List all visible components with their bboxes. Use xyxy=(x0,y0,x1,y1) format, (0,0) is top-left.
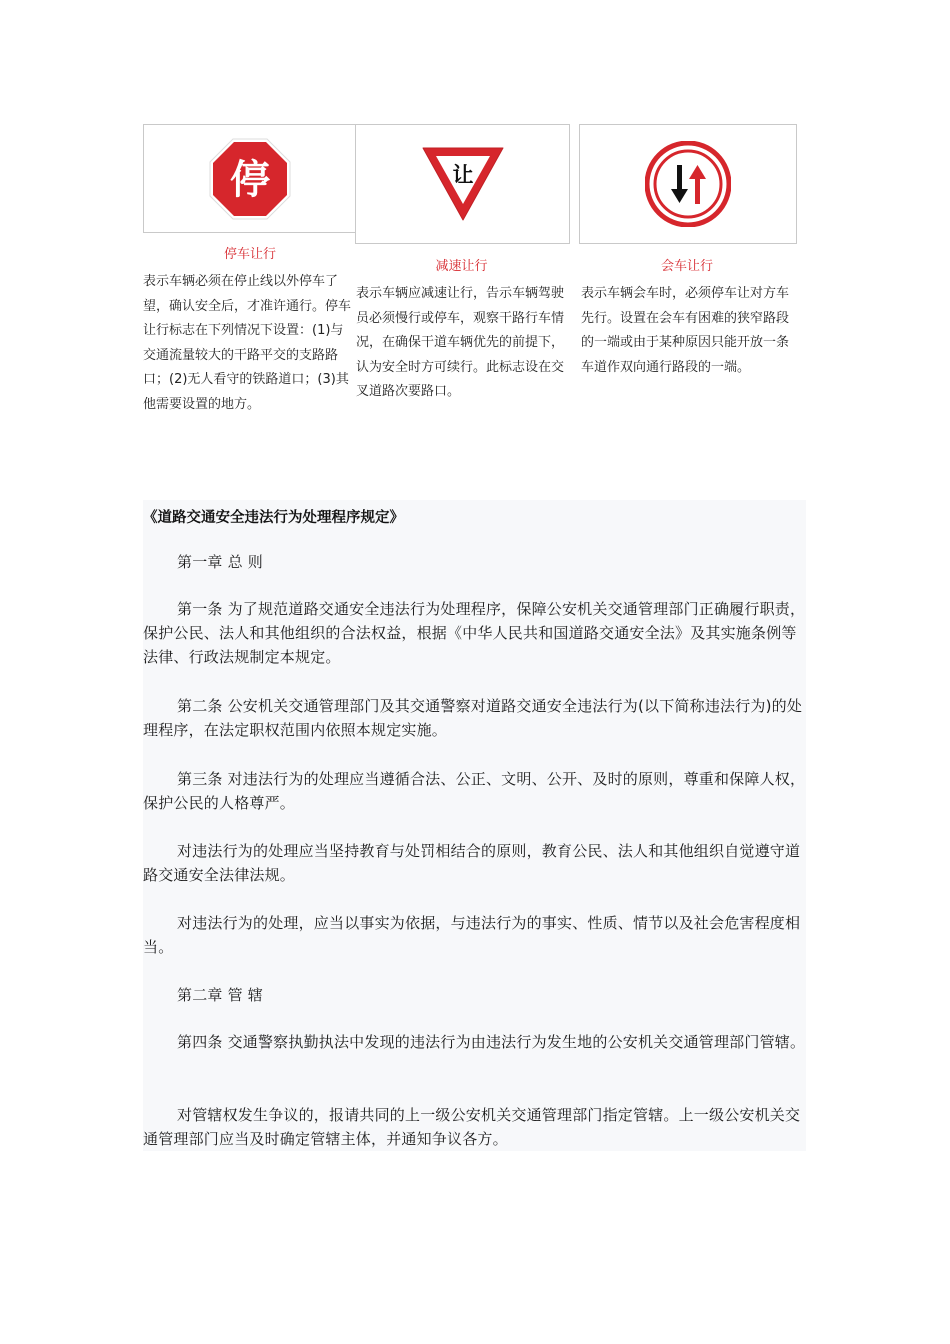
stop-sign-glyph: 停 xyxy=(230,156,270,203)
stop-sign-image-box xyxy=(143,124,357,233)
oncoming-sign-image-box xyxy=(579,124,797,244)
article-paragraph: 第二条 公安机关交通管理部门及其交通警察对道路交通安全违法行为(以下简称违法行为)的处理程序，在法定职权范围内依照本规定实施。 xyxy=(143,697,803,739)
yield-sign-glyph: 让 xyxy=(452,163,473,187)
article-paragraph: 对违法行为的处理，应当以事实为依据，与违法行为的事实、性质、情节以及社会危害程度相当。 xyxy=(143,914,801,956)
yield-sign-image-box xyxy=(355,124,570,244)
article-paragraph: 第一条 为了规范道路交通安全违法行为处理程序，保障公安机关交通管理部门正确履行职责，保护公民、法人和其他组织的合法权益，根据《中华人民共和国道路交通安全法》及其实施条例等法律、行政法规制定本规定。 xyxy=(143,600,806,666)
sign-title-stop: 停车让行 xyxy=(223,247,276,262)
yield-sign-icon xyxy=(420,144,506,224)
sign-title-yield: 减速让行 xyxy=(435,259,488,274)
sign-desc-yield: 表示车辆应减速让行，告示车辆驾驶员必须慢行或停车，观察干路行车情况，在确保干道车辆优先的前提下，认为安全时方可续行。此标志设在交叉道路次要路口。 xyxy=(356,286,565,399)
regulation-title: 《道路交通安全违法行为处理程序规定》 xyxy=(143,510,404,526)
chapter-heading: 第一章 总 则 xyxy=(177,553,263,571)
regulation-section xyxy=(143,500,806,1151)
sign-title-oncoming: 会车让行 xyxy=(660,259,713,274)
chapter-heading: 第二章 管 辖 xyxy=(177,986,263,1004)
article-paragraph: 第四条 交通警察执勤执法中发现的违法行为由违法行为发生地的公安机关交通管理部门管辖。 xyxy=(177,1033,806,1051)
article-paragraph: 对管辖权发生争议的，报请共同的上一级公安机关交通管理部门指定管辖。上一级公安机关交通管理部门应当及时确定管辖主体，并通知争议各方。 xyxy=(143,1106,801,1148)
sign-desc-stop: 表示车辆必须在停止线以外停车了望，确认安全后，才准许通行。停车让行标志在下列情况下设置：(1)与交通流量较大的干路平交的支路路口；(2)无人看守的铁路道口；(3)其他需要设置的地方。 xyxy=(143,274,352,412)
stop-sign-icon xyxy=(208,137,292,221)
sign-desc-oncoming: 表示车辆会车时，必须停车让对方车先行。设置在会车有困难的狭窄路段的一端或由于某种原因只能开放一条车道作双向通行路段的一端。 xyxy=(581,286,790,375)
oncoming-priority-sign-icon xyxy=(645,141,731,227)
article-paragraph: 对违法行为的处理应当坚持教育与处罚相结合的原则，教育公民、法人和其他组织自觉遵守道路交通安全法律法规。 xyxy=(143,842,801,884)
article-paragraph: 第三条 对违法行为的处理应当遵循合法、公正、文明、公开、及时的原则，尊重和保障人权，保护公民的人格尊严。 xyxy=(143,770,806,812)
